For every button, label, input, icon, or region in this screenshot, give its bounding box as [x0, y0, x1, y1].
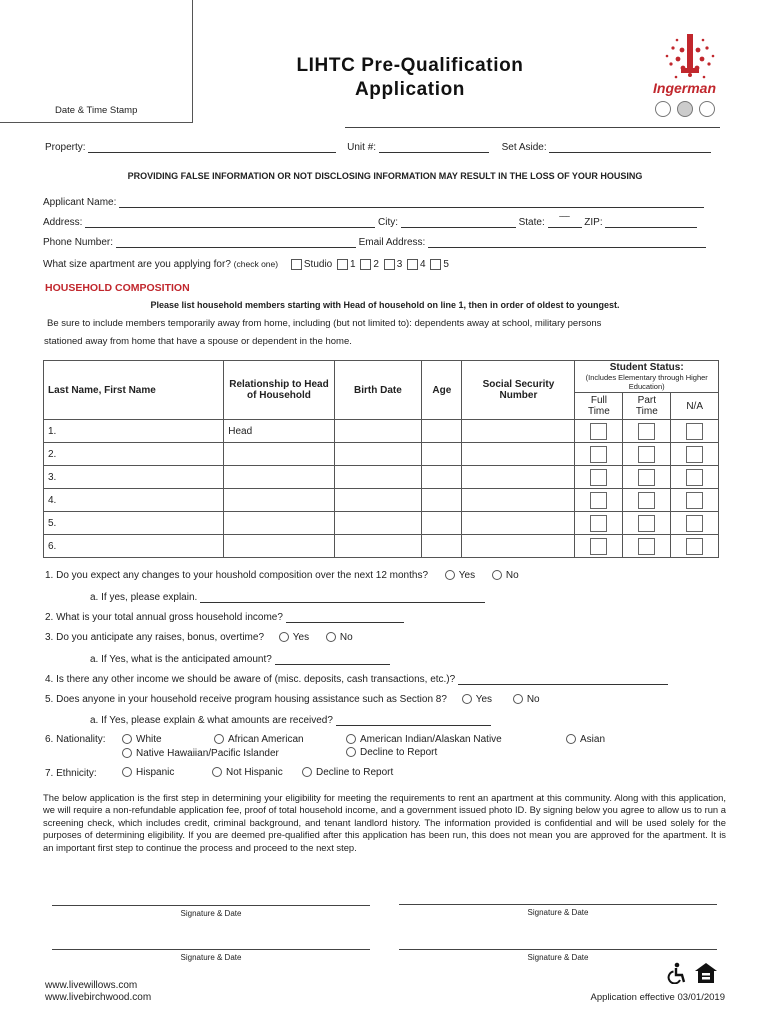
birth-date-cell[interactable]	[334, 535, 422, 558]
signature-line-1[interactable]	[52, 905, 370, 906]
birth-date-cell[interactable]	[334, 420, 422, 443]
row-number: 4.	[44, 489, 224, 512]
col-ssn-header: Social Security Number	[462, 361, 575, 420]
na-checkbox[interactable]	[686, 423, 703, 440]
question-3	[45, 632, 353, 643]
row-number: 1.	[44, 420, 224, 443]
col-part-time-header: Part Time	[623, 393, 671, 420]
eth-not-hispanic-label: Not Hispanic	[226, 767, 283, 778]
question-1-text: 1. Do you expect any changes to your houshold composition over the next 12 months?	[45, 570, 429, 581]
footer-site-1[interactable]: www.livewillows.com	[45, 980, 138, 991]
relationship-cell[interactable]	[224, 535, 334, 558]
signature-line-2[interactable]	[399, 904, 717, 905]
question-2-text: 2. What is your total annual gross household income?	[45, 612, 283, 623]
na-checkbox[interactable]	[686, 446, 703, 463]
nat-american-indian	[346, 734, 502, 745]
eth-decline	[302, 767, 393, 778]
phone-field[interactable]	[116, 247, 356, 248]
household-instruction: Please list household members starting with Head of household on line 1, then in order of oldest to youngest.	[150, 300, 620, 310]
ssn-cell[interactable]	[462, 489, 575, 512]
signature-line-3[interactable]	[52, 949, 370, 950]
nat-decline	[346, 747, 437, 758]
part-time-checkbox[interactable]	[638, 469, 655, 486]
apartment-size-label: What size apartment are you applying for?	[43, 259, 231, 271]
applicant-name-field[interactable]	[119, 207, 704, 208]
full-time-checkbox[interactable]	[590, 446, 607, 463]
address-field[interactable]	[85, 227, 375, 228]
col-na-header: N/A	[671, 393, 719, 420]
row-number: 5.	[44, 512, 224, 535]
col-age-header: Age	[422, 361, 462, 420]
nat-white-label: White	[136, 734, 162, 745]
table-row	[44, 443, 719, 466]
nat-asian-radio[interactable]	[566, 734, 576, 744]
household-note-1: Be sure to include members temporarily away from home, including (but not limited to): dependents away at school, military persons	[47, 318, 602, 329]
address-row	[43, 216, 697, 228]
studio-label: Studio	[303, 259, 333, 271]
question-2	[45, 612, 404, 623]
accessibility-icon	[666, 962, 688, 989]
eth-not-hispanic-radio[interactable]	[212, 767, 222, 777]
size-1-checkbox[interactable]	[337, 259, 348, 270]
size-5-checkbox[interactable]	[430, 259, 441, 270]
nat-asian-label: Asian	[580, 734, 606, 745]
question-5	[45, 694, 540, 705]
student-status-header	[575, 361, 719, 393]
property-label: Property:	[45, 142, 86, 153]
nat-african-american-radio[interactable]	[214, 734, 224, 744]
size-2-label: 2	[373, 259, 379, 271]
relationship-cell[interactable]	[224, 512, 334, 535]
part-time-checkbox[interactable]	[638, 446, 655, 463]
nat-asian	[566, 734, 605, 745]
table-row	[44, 420, 719, 443]
city-field[interactable]	[401, 227, 516, 228]
row-number: 2.	[44, 443, 224, 466]
birth-date-cell[interactable]	[334, 512, 422, 535]
zip-label: ZIP:	[584, 217, 603, 228]
state-field[interactable]: ‾‾‾	[548, 216, 582, 228]
nat-american-indian-radio[interactable]	[346, 734, 356, 744]
logo-badges	[655, 101, 715, 122]
q1-no-label: No	[505, 570, 519, 581]
q3-yes-label: Yes	[292, 632, 310, 643]
question-3a-text: a. If Yes, what is the anticipated amount?	[90, 654, 272, 665]
question-1	[45, 570, 519, 581]
birth-date-cell[interactable]	[334, 443, 422, 466]
address-label: Address:	[43, 217, 83, 228]
nat-native-hawaiian	[122, 748, 279, 759]
age-cell[interactable]	[422, 420, 462, 443]
q5-no-radio[interactable]	[513, 694, 523, 704]
studio-checkbox[interactable]	[291, 259, 302, 270]
size-3-checkbox[interactable]	[384, 259, 395, 270]
question-3a	[90, 654, 390, 665]
stamp-label: Date & Time Stamp	[55, 105, 138, 116]
email-label: Email Address:	[358, 237, 426, 248]
row-number: 6.	[44, 535, 224, 558]
applicant-name-row	[43, 197, 704, 208]
ssn-cell[interactable]	[462, 466, 575, 489]
eth-not-hispanic	[212, 767, 283, 778]
signature-label-3: Signature & Date	[180, 953, 242, 962]
col-birth-header: Birth Date	[334, 361, 422, 420]
question-7-label: 7. Ethnicity:	[45, 768, 97, 779]
na-checkbox[interactable]	[686, 515, 703, 532]
full-time-checkbox[interactable]	[590, 538, 607, 555]
signature-label-2: Signature & Date	[527, 908, 589, 917]
nat-white-radio[interactable]	[122, 734, 132, 744]
q3-no-radio[interactable]	[326, 632, 336, 642]
question-4-text: 4. Is there any other income we should be aware of (misc. deposits, cash transactions, etc.)?	[45, 674, 456, 685]
table-row	[44, 535, 719, 558]
nat-african-american-label: African American	[228, 734, 304, 745]
property-row	[45, 142, 711, 153]
nat-american-indian-label: American Indian/Alaskan Native	[360, 734, 502, 745]
question-5a-text: a. If Yes, please explain & what amounts are received?	[90, 715, 333, 726]
size-1-label: 1	[350, 259, 356, 271]
footer-sites	[45, 980, 151, 1004]
page-title	[270, 54, 550, 102]
birth-date-cell[interactable]	[334, 466, 422, 489]
ssn-cell[interactable]	[462, 512, 575, 535]
question-2-field[interactable]	[286, 622, 404, 623]
effective-date: Application effective 03/01/2019	[590, 992, 725, 1003]
eth-hispanic-label: Hispanic	[136, 767, 175, 778]
col-name-header: Last Name, First Name	[44, 361, 224, 420]
na-checkbox[interactable]	[686, 538, 703, 555]
question-3-text: 3. Do you anticipate any raises, bonus, overtime?	[45, 632, 265, 643]
full-time-checkbox[interactable]	[590, 469, 607, 486]
col-relationship-header: Relationship to Head of Household	[224, 361, 334, 420]
relationship-cell[interactable]	[224, 443, 334, 466]
q3-no-label: No	[339, 632, 353, 643]
full-time-checkbox[interactable]	[590, 515, 607, 532]
header-divider	[345, 127, 720, 128]
table-row	[44, 489, 719, 512]
title-line-2: Application	[354, 79, 466, 100]
q1-no-radio[interactable]	[492, 570, 502, 580]
nat-native-hawaiian-radio[interactable]	[122, 748, 132, 758]
ssn-cell[interactable]	[462, 443, 575, 466]
table-row	[44, 512, 719, 535]
signature-label-1: Signature & Date	[180, 909, 242, 918]
relationship-cell[interactable]	[224, 466, 334, 489]
question-5-text: 5. Does anyone in your household receive program housing assistance such as Section 8?	[45, 694, 447, 705]
logo-mark-icon	[645, 28, 735, 88]
part-time-checkbox[interactable]	[638, 515, 655, 532]
question-1a	[90, 592, 485, 603]
question-4	[45, 674, 668, 685]
row-number: 3.	[44, 466, 224, 489]
age-cell[interactable]	[422, 443, 462, 466]
age-cell[interactable]	[422, 512, 462, 535]
student-status-title: Student Status:	[609, 362, 684, 373]
q5-yes-radio[interactable]	[462, 694, 472, 704]
birth-date-cell[interactable]	[334, 489, 422, 512]
logo-wordmark: Ingerman	[653, 80, 717, 96]
size-4-label: 4	[420, 259, 426, 271]
apartment-size-row	[43, 259, 449, 270]
size-4-checkbox[interactable]	[407, 259, 418, 270]
question-3a-field[interactable]	[275, 664, 390, 665]
eth-decline-radio[interactable]	[302, 767, 312, 777]
state-label: State:	[518, 217, 545, 228]
title-line-1: LIHTC Pre-Qualification	[296, 55, 524, 76]
question-5a	[90, 715, 491, 726]
nat-decline-label: Decline to Report	[360, 747, 438, 758]
question-5a-field[interactable]	[336, 725, 491, 726]
q5-yes-label: Yes	[475, 694, 493, 705]
household-table	[43, 360, 719, 558]
email-field[interactable]	[428, 247, 706, 248]
household-note-2: stationed away from home that have a spouse or dependent in the home.	[44, 336, 352, 347]
age-cell[interactable]	[422, 466, 462, 489]
q1-yes-radio[interactable]	[445, 570, 455, 580]
zip-field[interactable]	[605, 227, 697, 228]
part-time-checkbox[interactable]	[638, 492, 655, 509]
city-label: City:	[378, 217, 399, 228]
na-checkbox[interactable]	[686, 469, 703, 486]
ssn-cell[interactable]	[462, 420, 575, 443]
full-time-checkbox[interactable]	[590, 492, 607, 509]
part-time-checkbox[interactable]	[638, 423, 655, 440]
ssn-cell[interactable]	[462, 535, 575, 558]
q1-yes-label: Yes	[458, 570, 476, 581]
set-aside-field[interactable]	[549, 152, 711, 153]
size-5-label: 5	[443, 259, 449, 271]
warning-text: PROVIDING FALSE INFORMATION OR NOT DISCLOSING INFORMATION MAY RESULT IN THE LOSS OF YOUR HOUSING	[127, 171, 643, 181]
size-3-label: 3	[396, 259, 403, 271]
eth-decline-label: Decline to Report	[316, 767, 394, 778]
signature-label-4: Signature & Date	[527, 953, 589, 962]
nat-african-american	[214, 734, 304, 745]
relationship-cell[interactable]: Head	[224, 420, 334, 443]
size-2-checkbox[interactable]	[360, 259, 371, 270]
student-status-note: (Includes Elementary through Higher Education)	[585, 373, 708, 391]
question-1a-text: a. If yes, please explain.	[90, 592, 198, 603]
table-row	[44, 466, 719, 489]
nat-decline-radio[interactable]	[346, 747, 356, 757]
col-full-time-header: Full Time	[575, 393, 623, 420]
relationship-cell[interactable]	[224, 489, 334, 512]
nat-native-hawaiian-label: Native Hawaiian/Pacific Islander	[136, 748, 279, 759]
phone-label: Phone Number:	[43, 237, 114, 248]
household-heading: HOUSEHOLD COMPOSITION	[45, 282, 190, 294]
check-one-hint: (check one)	[233, 259, 279, 270]
footer-site-2[interactable]: www.livebirchwood.com	[45, 992, 152, 1003]
nat-white	[122, 734, 162, 745]
property-field[interactable]	[88, 152, 336, 153]
question-6-label: 6. Nationality:	[45, 734, 106, 745]
age-cell[interactable]	[422, 535, 462, 558]
applicant-name-label: Applicant Name:	[43, 197, 117, 208]
full-time-checkbox[interactable]	[590, 423, 607, 440]
disclaimer-text: The below application is the first step in determining your eligibility for meeting the requirements to rent an apartment at this community. Along with this application, we will require a non-refundable application fee, proof of total household income, and a government issued photo ID. By signing below you agree to allow us to run a screening check, which includes credit, criminal background, and tenant landlord history. The information provided is confidential and will be used solely for the purposes of determining eligibility. If you are deemed pre-qualified after this application has been run, this does not mean you are approved for the apartment. It is an important first step to continue the process and proceed to the next step.	[43, 792, 726, 853]
part-time-checkbox[interactable]	[638, 538, 655, 555]
q3-yes-radio[interactable]	[279, 632, 289, 642]
na-checkbox[interactable]	[686, 492, 703, 509]
phone-row	[43, 237, 706, 248]
eth-hispanic-radio[interactable]	[122, 767, 132, 777]
signature-line-4[interactable]	[399, 949, 717, 950]
unit-label: Unit #:	[347, 142, 377, 153]
eth-hispanic	[122, 767, 174, 778]
unit-field[interactable]	[379, 152, 489, 153]
question-1a-field[interactable]	[200, 602, 485, 603]
equal-housing-icon	[694, 962, 718, 989]
question-4-field[interactable]	[458, 684, 668, 685]
ingerman-logo	[645, 28, 735, 123]
age-cell[interactable]	[422, 489, 462, 512]
set-aside-label: Set Aside:	[501, 142, 547, 153]
q5-no-label: No	[526, 694, 540, 705]
